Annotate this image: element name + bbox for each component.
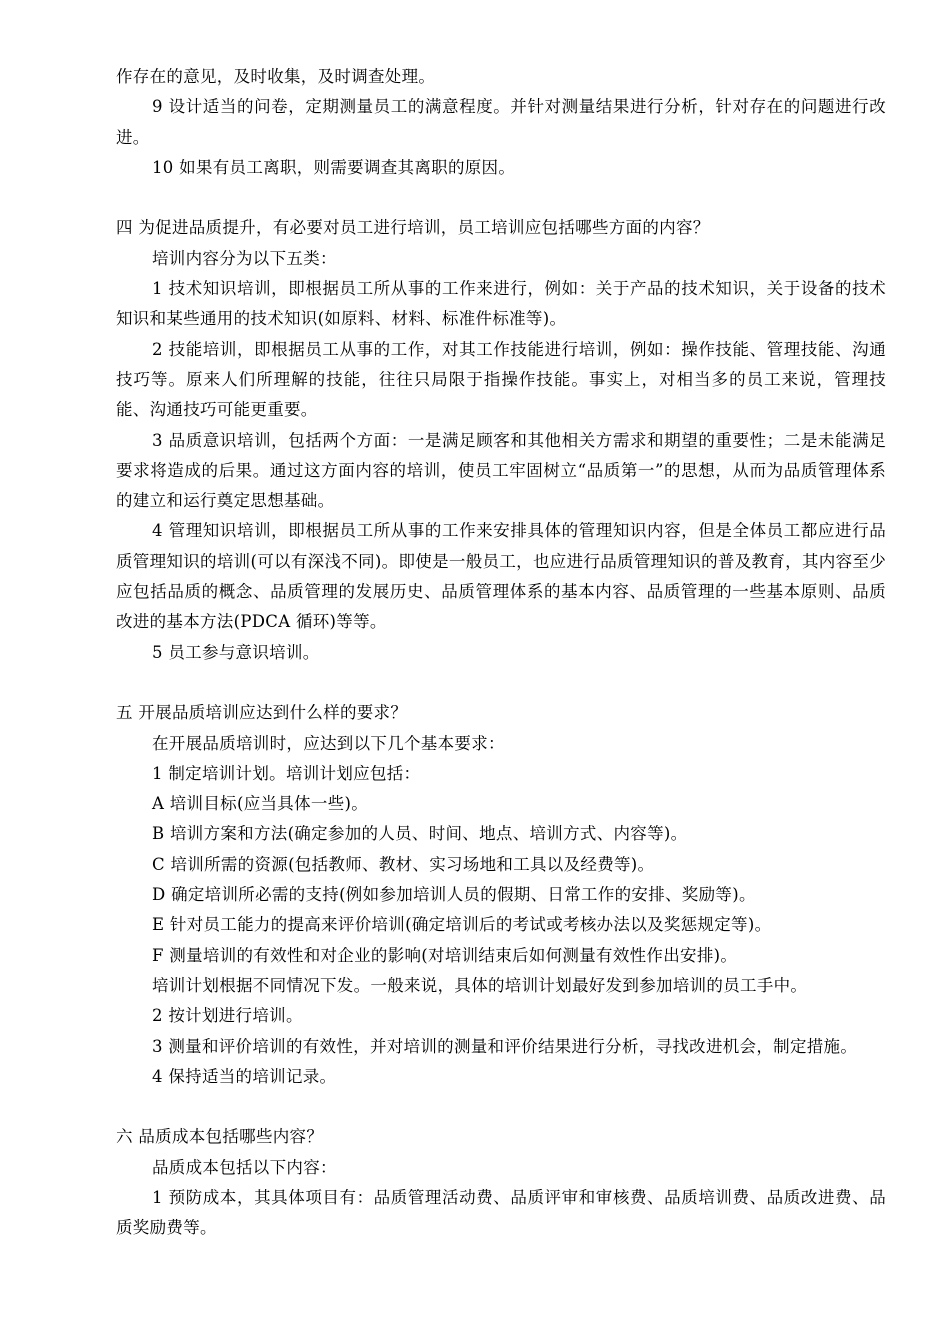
- section-5-item-1: 1 制定培训计划。培训计划应包括：: [152, 763, 421, 783]
- section-5-subitem-d: D 确定培训所必需的支持(例如参加培训人员的假期、日常工作的安排、奖励等)。: [152, 885, 756, 905]
- document-page: [116, 62, 886, 1244]
- section-4-intro: 培训内容分为以下五类：: [152, 248, 337, 268]
- paragraph-continuation: 作存在的意见，及时收集，及时调查处理。: [116, 67, 436, 86]
- paragraph-item-10: 10 如果有员工离职，则需要调查其离职的原因。: [152, 157, 516, 177]
- section-4-item-2: 2 技能培训，即根据员工从事的工作，对其工作技能进行培训，例如：操作技能、管理技能、沟通技巧等。原来人们所理解的技能，往往只局限于指操作技能。事实上，对相当多的员工来说，管理技能、沟通技巧可能更重要。: [116, 339, 886, 420]
- section-6-intro: 品质成本包括以下内容：: [152, 1157, 337, 1177]
- section-5-plan-note: 培训计划根据不同情况下发。一般来说，具体的培训计划最好发到参加培训的员工手中。: [152, 975, 808, 995]
- section-heading-5: 五 开展品质培训应达到什么样的要求？: [116, 703, 408, 723]
- section-6-item-1: 1 预防成本，其具体项目有：品质管理活动费、品质评审和审核费、品质培训费、品质改进费、品质奖励费等。: [116, 1187, 886, 1238]
- section-4-item-1: 1 技术知识培训，即根据员工所从事的工作来进行，例如：关于产品的技术知识，关于设备的技术知识和某些通用的技术知识(如原料、材料、标准件标准等)。: [116, 279, 886, 329]
- section-heading-4: 四 为促进品质提升，有必要对员工进行培训，员工培训应包括哪些方面的内容？: [116, 218, 710, 238]
- section-heading-6: 六 品质成本包括哪些内容？: [116, 1127, 324, 1147]
- section-spacer: [116, 668, 886, 698]
- section-5-subitem-f: F 测量培训的有效性和对企业的影响(对培训结束后如何测量有效性作出安排)。: [152, 945, 738, 965]
- paragraph-item-9: 9 设计适当的问卷，定期测量员工的满意程度。并针对测量结果进行分析，针对存在的问题进行改进。: [116, 97, 886, 147]
- section-5-subitem-e: E 针对员工能力的提高来评价培训(确定培训后的考试或考核办法以及奖惩规定等)。: [152, 915, 772, 935]
- section-4-item-4: 4 管理知识培训，即根据员工所从事的工作来安排具体的管理知识内容，但是全体员工都应进行品质管理知识的培训(可以有深浅不同)。即使是一般员工，也应进行品质管理知识的普及教育，其内容至少应包括品质的概念、品质管理的发展历史、品质管理体系的基本内容、品质管理的一些基本原则、品质改进的基本方法(PDCA 循环)等等。: [116, 521, 886, 632]
- section-5-subitem-a: A 培训目标(应当具体一些)。: [152, 794, 369, 814]
- section-spacer: [116, 183, 886, 213]
- section-spacer: [116, 1092, 886, 1122]
- section-5-subitem-c: C 培训所需的资源(包括教师、教材、实习场地和工具以及经费等)。: [152, 854, 655, 874]
- section-5-item-3: 3 测量和评价培训的有效性，并对培训的测量和评价结果进行分析，寻找改进机会，制定措施。: [152, 1036, 858, 1056]
- section-5-item-4: 4 保持适当的培训记录。: [152, 1066, 337, 1086]
- section-4-item-5: 5 员工参与意识培训。: [152, 642, 320, 662]
- section-5-intro: 在开展品质培训时，应达到以下几个基本要求：: [152, 733, 505, 753]
- section-5-item-2: 2 按计划进行培训。: [152, 1006, 303, 1026]
- section-4-item-3: 3 品质意识培训，包括两个方面：一是满足顾客和其他相关方需求和期望的重要性；二是未能满足要求将造成的后果。通过这方面内容的培训，使员工牢固树立“品质第一”的思想，从而为品质管理体系的建立和运行奠定思想基础。: [116, 430, 886, 511]
- section-5-subitem-b: B 培训方案和方法(确定参加的人员、时间、地点、培训方式、内容等)。: [152, 824, 688, 844]
